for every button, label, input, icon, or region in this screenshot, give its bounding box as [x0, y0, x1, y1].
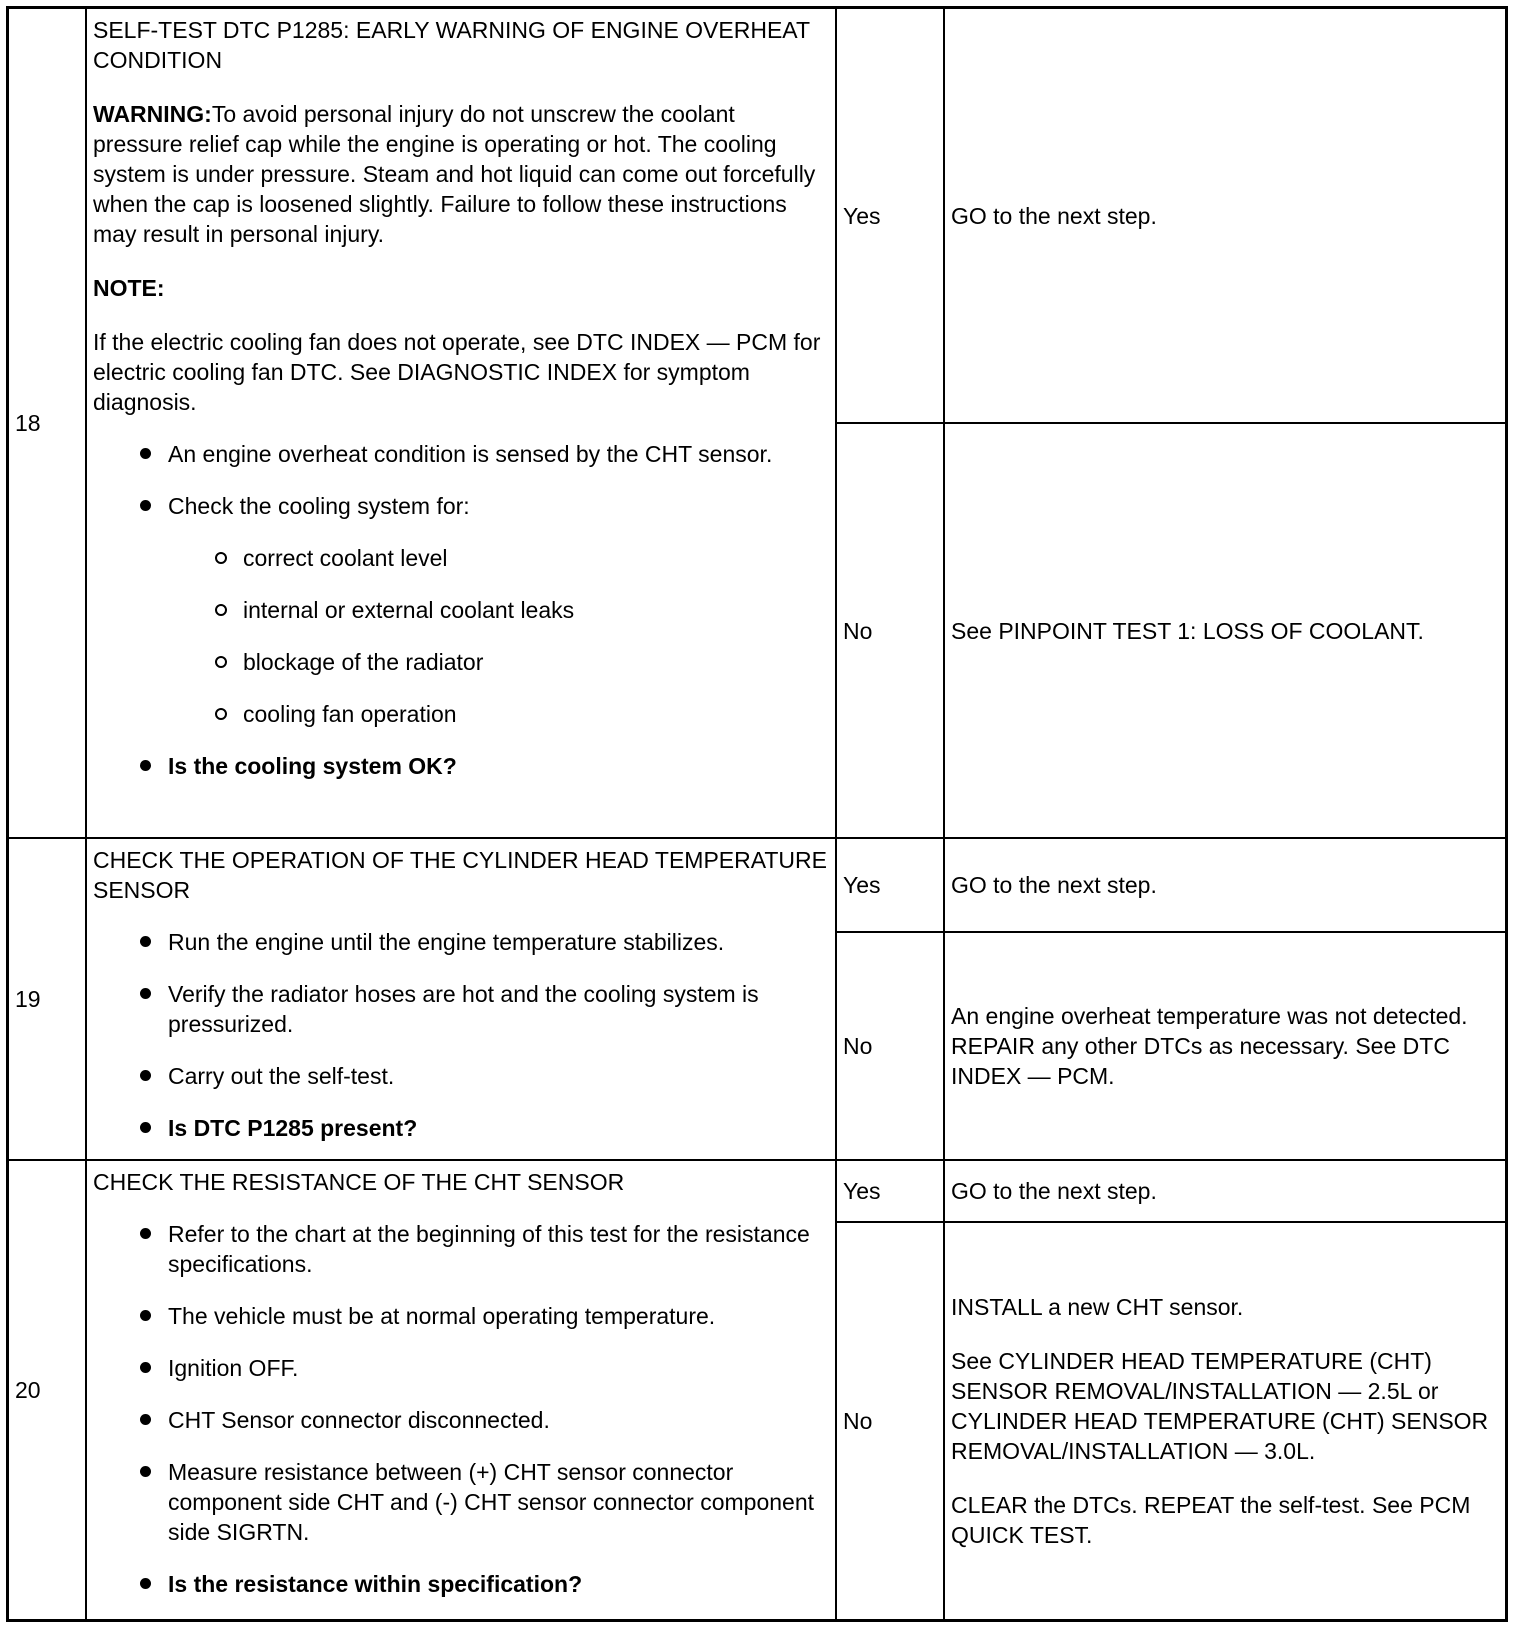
step-question: Is the resistance within specification?	[93, 1569, 829, 1599]
list-item: Ignition OFF.	[93, 1353, 829, 1383]
no-result-text: See PINPOINT TEST 1: LOSS OF COOLANT.	[951, 617, 1424, 644]
step-number-text: 18	[15, 410, 41, 436]
no-result-reference: See CYLINDER HEAD TEMPERATURE (CHT) SENSOR REMOVAL/INSTALLATION — 2.5L or CYLINDER HEAD TEMPERATURE (CHT) SENSOR REMOVAL/INSTALLATION — 3.0L.	[951, 1348, 1489, 1464]
result-no	[945, 933, 1505, 1159]
no-label: No	[843, 1033, 873, 1059]
answer-no	[837, 1223, 943, 1619]
yes-result-text: GO to the next step.	[951, 1178, 1157, 1204]
sub-list-item: cooling fan operation	[93, 699, 829, 729]
step-action	[87, 1161, 835, 1619]
step-number-text: 19	[15, 986, 41, 1012]
step-action	[87, 839, 835, 1159]
no-result-text: INSTALL a new CHT sensor.	[951, 1294, 1244, 1320]
question-list	[93, 751, 829, 781]
step-title: CHECK THE RESISTANCE OF THE CHT SENSOR	[93, 1169, 625, 1195]
sub-list-item: correct coolant level	[93, 543, 829, 573]
no-label: No	[843, 617, 873, 644]
answer-no	[837, 424, 943, 837]
step-action	[87, 9, 835, 837]
yes-result-text: GO to the next step.	[951, 202, 1157, 229]
bullet-list	[93, 927, 829, 1143]
yes-label: Yes	[843, 1178, 881, 1204]
sub-bullet-list	[93, 543, 829, 729]
warning-label: WARNING:	[93, 101, 212, 127]
result-yes	[945, 839, 1505, 931]
list-item: Carry out the self-test.	[93, 1061, 829, 1091]
step-title: CHECK THE OPERATION OF THE CYLINDER HEAD TEMPERATURE SENSOR	[93, 847, 827, 903]
yes-label: Yes	[843, 202, 881, 229]
warning-block	[93, 99, 829, 249]
note-text: If the electric cooling fan does not operate, see DTC INDEX — PCM for electric cooling fan DTC. See DIAGNOSTIC INDEX for symptom diagnosis.	[93, 329, 821, 415]
list-item: Check the cooling system for:	[93, 491, 829, 521]
warning-text: To avoid personal injury do not unscrew the coolant pressure relief cap while the engine is operating or hot. The cooling system is under pressure. Steam and hot liquid can come out forcefully when the cap is loosened slightly. Failure to follow these instructions may result in personal injury.	[93, 101, 816, 247]
answer-yes	[837, 1161, 943, 1221]
list-item: The vehicle must be at normal operating temperature.	[93, 1301, 829, 1331]
bullet-list	[93, 1219, 829, 1599]
bullet-list	[93, 439, 829, 521]
answer-yes	[837, 9, 943, 422]
list-item: Run the engine until the engine temperature stabilizes.	[93, 927, 829, 957]
diagnostic-table	[6, 6, 1508, 1622]
list-item: Measure resistance between (+) CHT sensor connector component side CHT and (-) CHT sensor connector component side SIGRTN.	[93, 1457, 829, 1547]
list-item: Verify the radiator hoses are hot and the cooling system is pressurized.	[93, 979, 829, 1039]
result-yes	[945, 9, 1505, 422]
step-number	[9, 839, 85, 1159]
result-no	[945, 424, 1505, 837]
step-title: SELF-TEST DTC P1285: EARLY WARNING OF ENGINE OVERHEAT CONDITION	[93, 17, 810, 73]
yes-label: Yes	[843, 872, 881, 898]
step-number	[9, 9, 85, 837]
sub-list-item: internal or external coolant leaks	[93, 595, 829, 625]
result-no	[945, 1223, 1505, 1619]
result-yes	[945, 1161, 1505, 1221]
step-number-text: 20	[15, 1377, 41, 1403]
list-item: CHT Sensor connector disconnected.	[93, 1405, 829, 1435]
note-label: NOTE:	[93, 275, 165, 301]
sub-list-item: blockage of the radiator	[93, 647, 829, 677]
step-question: Is DTC P1285 present?	[93, 1113, 829, 1143]
no-label: No	[843, 1408, 873, 1434]
answer-no	[837, 933, 943, 1159]
step-question: Is the cooling system OK?	[93, 751, 829, 781]
list-item: An engine overheat condition is sensed by the CHT sensor.	[93, 439, 829, 469]
no-result-text: An engine overheat temperature was not detected. REPAIR any other DTCs as necessary. See DTC INDEX — PCM.	[951, 1003, 1468, 1089]
no-result-text: CLEAR the DTCs. REPEAT the self-test. See PCM QUICK TEST.	[951, 1492, 1471, 1548]
answer-yes	[837, 839, 943, 931]
yes-result-text: GO to the next step.	[951, 872, 1157, 898]
step-number	[9, 1161, 85, 1619]
list-item: Refer to the chart at the beginning of this test for the resistance specifications.	[93, 1219, 829, 1279]
